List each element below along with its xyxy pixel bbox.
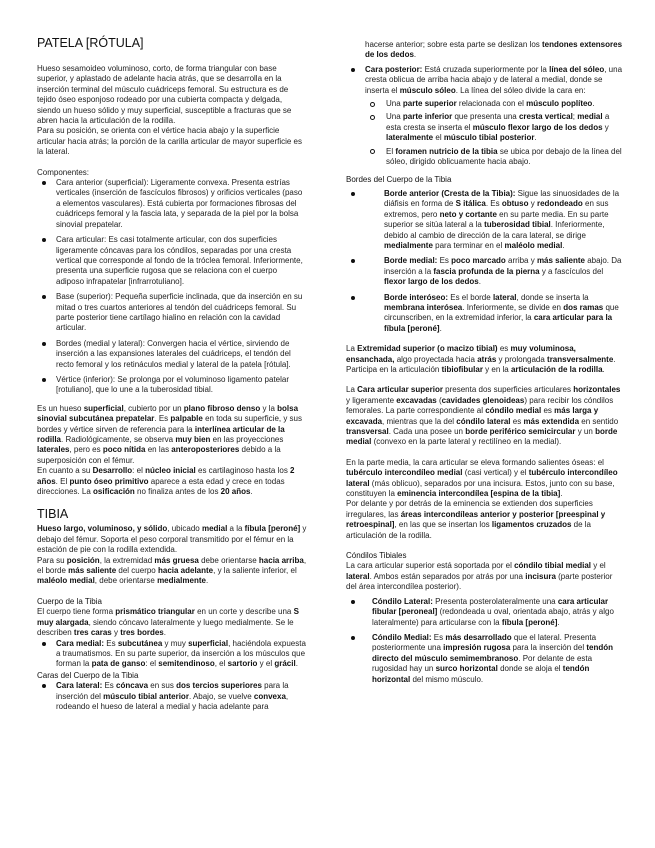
componentes-label: Componentes: [37, 167, 90, 177]
extremidad-superior-paragraph: La Extremidad superior (o macizo tibial) es muy voluminosa, ensanchada, algo proyectada hacia atrás y prolongada transversalmente. Participa en la articulación tibiofibular y en la articulación de la rodilla. [346, 344, 616, 374]
list-item: Borde medial: Es poco marcado arriba y más saliente abajo. Da inserción a la fascia profunda de la pierna y a fascículos del flexor largo de los dedos. [346, 256, 624, 287]
right-column [346, 40, 624, 690]
list-item: Una parte inferior que presenta una cresta vertical; medial a esta cresta se inserta el músculo flexor largo de los dedos y lateralmente el músculo tibial posterior. [346, 112, 624, 143]
patela-desarrollo-paragraph: En cuanto a su Desarrollo: el núcleo inicial es cartilaginoso hasta los 2 años. El punto óseo primitivo aparece a esta edad y crece en todas direcciones. La osificación no finaliza antes de los 20 años. [37, 466, 295, 497]
list-item: Cara posterior: Está cruzada superiormente por la línea del sóleo, una cresta oblicua de arriba hacia abajo y de lateral a medial, donde se inserta el músculo sóleo. La línea del sóleo divide la cara en: [346, 65, 624, 96]
tibia-position: Para su posición, la extremidad más gruesa debe orientarse hacia arriba, el borde más saliente del cuerpo hacia adelante, y la saliente inferior, el maléolo medial, debe orientarse medialmente. [37, 555, 307, 586]
cara-medial-list [37, 639, 307, 670]
patela-intro: Hueso sesamoideo voluminoso, corto, de forma triangular con base superior, y aplastado de adelante hacia atrás, que se desarrolla en la inserción terminal del músculo cuádriceps femoral. Su estructura es de tejido óseo esponjoso rodeado por una cubierta compacta y delgada, siendo un hueso sólido y muy superficial, susceptible a fracturas que se abren hacia la articulación de la rodilla. [37, 64, 292, 126]
cuerpo-paragraph: El cuerpo tiene forma prismático triangular en un corte y describe una S muy alargada, siendo cóncavo lateralmente y luego medialmente. Se le describen tres caras y tres bordes. [37, 607, 299, 638]
cara-articular-paragraph: La Cara articular superior presenta dos superficies articulares horizontales y ligeramente excavadas (cavidades glenoideas) para recibir los cóndilos femorales. La parte correspondiente al cóndilo medial es más larga y excavada, mientras que la del cóndilo lateral es más extendida en sentido transversal. Cada una posee un borde periférico semicircular y un borde medial (convexo en la parte lateral y rectilíneo en la medial). [346, 385, 621, 447]
list-item: Cóndilo Lateral: Presenta posterolateralmente una cara articular fibular [peroneal] (redondeada u oval, orientada abajo, atrás y algo lateralmente) para articularse con la fíbula [peroné]. [346, 597, 624, 628]
por-delante-paragraph: Por delante y por detrás de la eminencia se extienden dos superficies irregulares, las áreas intercondíleas anterior y posterior [preespinal y retroespinal], en las que se insertan los ligamentos cruzados de la articulación de la rodilla. [346, 499, 606, 540]
tibia-title: TIBIA [37, 507, 69, 522]
patela-superficial-paragraph: Es un hueso superficial, cubierto por un plano fibroso denso y la bolsa sinovial subcutánea prepatelar. Es palpable en toda su superficie, y sus bordes y vértice sirven de referencia para la interlínea articular de la rodilla. Radiológicamente, se observa muy bien en las proyecciones laterales, pero es poco nítida en las anteroposteriores debido a la superposición con el fémur. [37, 403, 303, 465]
list-item: El foramen nutricio de la tibia se ubica por debajo de la línea del sóleo, dirigido oblicuamente hacia abajo. [346, 147, 624, 168]
condilos-paragraph: La cara articular superior está soportada por el cóndilo tibial medial y el lateral. Ambos están separados por atrás por una incisura (parte posterior del área intercondílea posterior). [346, 561, 613, 592]
patela-orientation: Para su posición, se orienta con el vértice hacia abajo y la superficie articular hacia atrás; la porción de la carilla articular de mayor superficie es la lateral. [37, 126, 303, 157]
tibia-intro: Hueso largo, voluminoso, y sólido, ubicado medial a la fíbula [peroné] y debajo del fémur. Soporta el peso corporal transmitido por el fémur en la estación de pie con la rodilla extendida. [37, 524, 307, 555]
list-item: Vértice (inferior): Se prolonga por el voluminoso ligamento patelar [rotuliano], que lo une a la tuberosidad tibial. [37, 375, 307, 396]
list-item: Borde interóseo: Es el borde lateral, donde se inserta la membrana interósea. Inferiormente, se divide en dos ramas que circunscriben, en la extremidad inferior, la cara articular para la fíbula [peroné]. [346, 293, 624, 335]
cuerpo-heading: Cuerpo de la Tibia [37, 596, 102, 606]
cara-lateral-list [37, 681, 307, 712]
list-item: Cara articular: Es casi totalmente articular, con dos superficies ligeramente cóncavas para los cóndilos, separadas por una cresta vertical que corresponde al fondo de la tróclea femoral. Inferiormente, presenta una superficie rugosa que se relaciona con el cuerpo adiposo infrapatelar [infrarrotuliano]. [37, 235, 307, 287]
parte-media-paragraph: En la parte media, la cara articular se eleva formando salientes óseas: el tubérculo intercondíleo medial (casi vertical) y el tubérculo intercondíleo lateral (más oblicuo), separados por una incisura. Estos, junto con su base, constituyen la eminencia intercondílea [espina de la tibia]. [346, 457, 618, 499]
cara-posterior-list [346, 65, 624, 168]
bordes-list [346, 189, 624, 334]
list-item: Cóndilo Medial: Es más desarrollado que el lateral. Presenta posteriormente una impresión rugosa para la inserción del tendón directo del músculo semimembranoso. Por delante de esta rugosidad hay un surco horizontal donde se aloja el tendón horizontal del mismo músculo. [346, 633, 624, 685]
list-item: Borde anterior (Cresta de la Tibia): Sigue las sinuosidades de la diáfisis en forma de S itálica. Es obtuso y redondeado en sus extremos, pero neto y cortante en su parte media. En su parte superior se sitúa lateral a la tuberosidad tibial. Inferiormente, debido al cambio de dirección de la cara lateral, se dirige medialmente para terminar en el maléolo medial. [346, 189, 624, 251]
patela-title: PATELA [RÓTULA] [37, 36, 144, 50]
list-item: Cara medial: Es subcutánea y muy superficial, haciéndola expuesta a traumatismos. En su parte superior, da inserción a los músculos que forman la pata de ganso: el semitendinoso, el sartorio y el grácil. [37, 639, 307, 670]
list-item: Cara lateral: Es cóncava en sus dos tercios superiores para la inserción del músculo tibial anterior. Abajo, se vuelve convexa, rodeando el hueso de lateral a medial y hacia adelante para [37, 681, 307, 712]
componentes-list [37, 178, 307, 396]
condilos-list [346, 597, 624, 685]
list-item: Cara anterior (superficial): Ligeramente convexa. Presenta estrías verticales (inserción de fascículos fibrosos) y orificios verticales (paso a elementos vasculares). Está cubierta por formaciones fibrosas del cuádriceps femoral y la fascia lata, y separada de la piel por la bolsa sinovial prepatelar. [37, 178, 307, 230]
list-item: Base (superior): Pequeña superficie inclinada, que da inserción en su mitad o tres cuartos anteriores al tendón del cuádriceps femoral. Su parte posterior tiene cartílago hialino en relación con la cavidad articular. [37, 292, 307, 334]
list-item: Una parte superior relacionada con el músculo poplíteo. [346, 99, 624, 109]
cara-lateral-continuation: hacerse anterior; sobre esta parte se deslizan los tendones extensores de los dedos. [365, 40, 623, 60]
bordes-heading: Bordes del Cuerpo de la Tibia [346, 175, 452, 185]
condilos-heading: Cóndilos Tibiales [346, 551, 407, 561]
caras-heading: Caras del Cuerpo de la Tibia [37, 670, 139, 680]
left-column [37, 30, 307, 717]
list-item: Bordes (medial y lateral): Convergen hacia el vértice, sirviendo de inserción a las expansiones laterales del cuádriceps, el tendón del recto femoral y los retináculos medial y lateral de la patela [rótula]. [37, 339, 307, 370]
